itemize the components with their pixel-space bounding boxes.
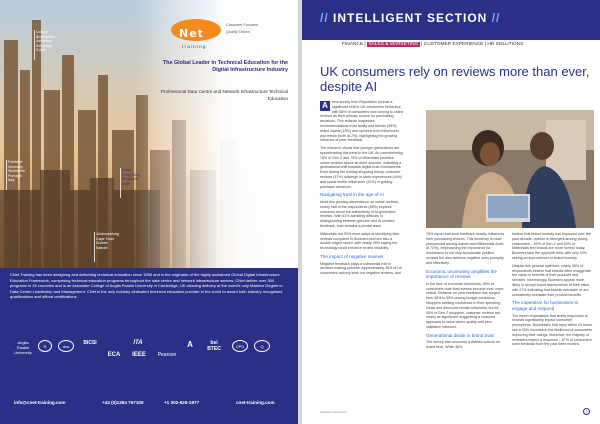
partner-logo: Anglia Ruskin University	[14, 340, 32, 355]
advert-subtag: Professional Data Centre and Network Infrastructure Technical Education	[160, 89, 288, 101]
map-pin-line	[94, 232, 95, 262]
subheading: Economic uncertainty amplifies the importance of reviews	[426, 268, 497, 280]
slash-decor: //	[487, 11, 501, 25]
partner-logo: R	[38, 340, 52, 352]
paragraph: In the face of economic downturns, 55% of consumers note that reviews become even more critical. Reliance on peer feedback has surged from 38% to 55% among budget-conscious shoppers seeking confidence in their spending. Deals and discounts remain influential, but for 55% of Gen Z shoppers, customer reviews are nearly as significant, suggesting a nuanced approach to value where quality and peer validation intersect.	[426, 281, 504, 329]
dropcap: A	[320, 101, 330, 111]
right-page-article	[302, 0, 600, 424]
page-number: 9	[583, 408, 590, 415]
map-pin-line	[34, 30, 35, 60]
about-paragraph: CNet Training has been designing and delivering technical education since 1996 and is the originator of the highly acclaimed Global Digital Infrastructure Education Framework, comprising technical education programs throughout the data centre and network infrastructure sectors. CNet deliver over 300 programs in 35 countries and is an Associate College of Anglia Ruskin University in Cambridge, UK allowing delivery of the world's only Masters Degree in Data Centre Leadership and Management. CNet is the only industry dedicated technical education provider in the world to award both industry recognised qualifications and official certifications.	[10, 272, 283, 300]
subheading: Generational divide in brand trust	[426, 332, 494, 338]
partner-logo: A	[187, 340, 193, 349]
pin-label-uk: London Birmingham Ashburton Edinburgh Dublin	[36, 30, 56, 53]
lead-paragraph	[320, 100, 404, 143]
cnet-logo	[170, 18, 285, 52]
partner-logo: ECA	[107, 352, 121, 358]
partner-logo: BICSI	[83, 340, 97, 346]
slash-decor: //	[320, 11, 334, 25]
partner-logo: CPD	[232, 340, 248, 352]
article-headline: UK consumers rely on reviews more than ever, despite AI	[320, 64, 590, 94]
category-hr-solutions[interactable]: HR SOLUTIONS	[487, 42, 524, 47]
category-customer-experience[interactable]: CUSTOMER EXPERIENCE	[423, 42, 484, 47]
paragraph: Negative feedback plays a substantial role in decision-making process. Approximately 38% of UK consumers actively seek out negative reviews, and	[320, 261, 403, 276]
category-finance[interactable]: FINANCE	[342, 42, 364, 47]
partner-logo: bsi BTEC	[207, 340, 221, 352]
article-column-1	[320, 100, 404, 279]
category-nav: FINANCE | SALES & MARKETING | CUSTOMER EXPERIENCE | HR SOLUTIONS	[342, 42, 524, 47]
subheading: The impact of negative reviews	[320, 253, 384, 259]
logo-tag-2: Quality Driven	[226, 30, 250, 34]
section-banner	[302, 0, 600, 40]
section-title	[320, 11, 500, 25]
partner-logo: Q	[254, 340, 270, 352]
paragraph: Amid this growing dependence on online reviews, nearly half of the respondents (48%) express concerns about the authenticity of AI-generated reviews. With 61% admitting difficulty in distinguishing between genuine and AI-created feedback, trust remains a pivotal issue.	[320, 199, 399, 228]
advert-tagline: The Global Leader in Technical Education for the Digital Infrastructure Industry	[162, 60, 288, 73]
logo-brand: Net	[179, 27, 204, 40]
article-footer-link[interactable]: reputation.com/en-uk	[320, 410, 347, 414]
pin-label-asia: Dubai Hong Kong Singapore Delhi	[122, 168, 140, 186]
pin-label-europe: Frankfurt Germany Stockholm Portugal Italy	[8, 160, 25, 183]
partner-logo: Pearson	[157, 352, 177, 358]
article-column-2	[426, 232, 506, 353]
paragraph: The research shows that younger generations are spearheading this trend in the UK. An overwhelming 78% of Gen Z and 79% of Millennials prioritise online reviews above all other sources, indicating a generational shift towards digital trust mechanisms. Even during the holiday shopping frenzy, customer reviews (37%) outweigh in-store experiences (44%) and social media influencers (22%) in guiding purchase decisions.	[320, 146, 403, 189]
logo-subtext: training	[182, 44, 207, 49]
paragraph: 76% report that such feedback heavily influences their purchasing choices. This tendency is most pronounced among women and Millennials (both at 72%), emphasising the importance for businesses to not only accumulate positive reviews but also address negative ones promptly and effectively.	[426, 232, 505, 265]
paragraph: believe that brand honesty has improved over the past decade, opinion is divergent among young consumers – 62% of Gen Z and 54% of Millennials feel brands are more honest today. Boomers take the opposite view, with only 20% seeing an improvement in brand honesty.	[512, 232, 591, 260]
partner-logo: IEEE	[132, 352, 146, 358]
left-page-advert	[0, 0, 298, 424]
partner-logos	[14, 340, 286, 370]
paragraph: The report emphasises that timely responses to reviews significantly impact consumer perceptions. Businesses that reply within 24 hours see a 33% increase in the likelihood of consumers improving their ratings. Moreover, the majority of reviewers expect a response – 67% of consumers want feedback from the past three months.	[512, 313, 592, 347]
paragraph: The survey also uncovers a divided outlook on brand trust. While 46%	[426, 340, 500, 350]
paragraph: Millennials are 50% more adept at identifying fake reviews compared to Boomers and are also a double-edged sword, with nearly 35% saying the technology could enhance review reliability.	[320, 231, 400, 251]
paragraph: Despite this general optimism, nearly 38% of respondents believe that brands often exaggerate the value or benefits of their products and services. Interestingly, Boomers appear more likely to accept brand assessments of their value, with 27% indicating that brands overclaim or are consistently overstate their product benefits.	[512, 263, 592, 297]
lead-text: new survey from Reputation reveals a significant shift in UK consumers behaviour, with 68% of consumers now turning to online reviews as their primary source for purchasing decisions. This reliance surpasses recommendations from family and friends (28%), brand claims (18%) and opinions from influencers and media (both at 2%), highlighting the growing influence of peer feedback.	[320, 100, 404, 143]
article-column-3	[512, 232, 592, 350]
contact-website[interactable]: cnet-training.com	[236, 400, 275, 405]
contact-email[interactable]: info@cnet-training.com	[14, 400, 66, 405]
category-sales-marketing[interactable]: SALES & MARKETING	[368, 42, 419, 47]
subheading: Navigating trust in the age of AI	[320, 192, 384, 198]
subheading: The imperative for businesses to engage and respond	[512, 300, 579, 311]
partner-logo: dca	[58, 340, 74, 352]
logo-taglines	[226, 22, 258, 36]
article-photo	[426, 110, 594, 228]
pin-label-africa: Johannesburg Cape Town Durban Nairobi	[96, 232, 119, 250]
section-title-text: INTELLIGENT SECTION	[333, 11, 488, 25]
map-pin-line	[6, 160, 7, 190]
map-pin-line	[120, 168, 121, 198]
partner-logo: ITA	[133, 340, 143, 346]
logo-tag-1: Customer Focused	[226, 23, 259, 27]
contact-phone-us[interactable]: +1 302-526-1977	[164, 400, 200, 405]
contact-phone-uk[interactable]: +44 (0)1284 767100	[102, 400, 144, 405]
